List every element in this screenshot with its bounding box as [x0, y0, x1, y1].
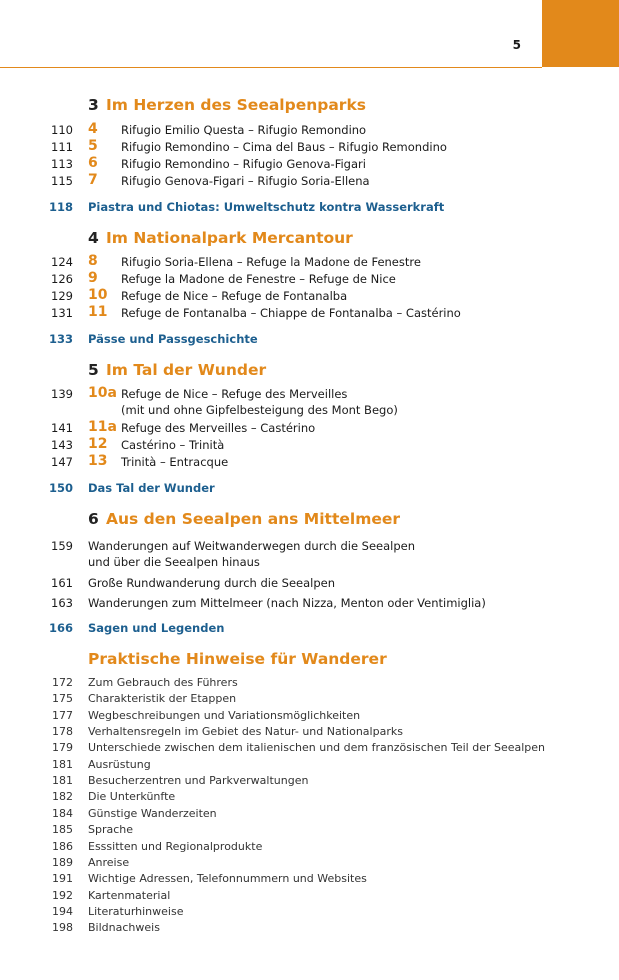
entry-text: Wanderungen auf Weitwanderwegen durch die Seealpen	[88, 539, 416, 553]
entry-text: Bildnachweis	[88, 921, 160, 935]
page-ref: 175	[52, 692, 73, 706]
page-ref: 126	[51, 272, 73, 286]
page-ref: 184	[52, 806, 73, 820]
feature-entry[interactable]	[0, 200, 619, 217]
page-ref: 113	[51, 157, 73, 171]
entry-text: Wegbeschreibungen und Variationsmöglichkeiten	[88, 708, 361, 722]
page-ref: 181	[52, 774, 73, 788]
section-number: 4	[88, 229, 99, 247]
entry-text: Günstige Wanderzeiten	[88, 806, 217, 820]
entry-text: Sprache	[88, 823, 134, 837]
entry-text: Zum Gebrauch des Führers	[88, 676, 238, 689]
entry-text: Esssitten und Regionalprodukte	[88, 839, 263, 853]
entry-text: Ausrüstung	[88, 757, 151, 771]
entry-text: Rifugio Emilio Questa – Rifugio Remondino	[121, 123, 367, 137]
page-ref: 179	[52, 741, 73, 755]
page-ref: 143	[51, 438, 73, 452]
practical-entry[interactable]	[0, 790, 619, 806]
page-ref: 131	[51, 306, 73, 320]
page-ref: 186	[52, 839, 73, 853]
section-title: Im Tal der Wunder	[106, 361, 267, 379]
page-ref: 166	[48, 621, 73, 635]
section-title: Im Nationalpark Mercantour	[106, 229, 353, 247]
tour-number: 10a	[88, 385, 117, 401]
toc-entry[interactable]	[0, 539, 619, 572]
page-ref: 194	[52, 904, 73, 918]
page-ref: 189	[52, 855, 73, 869]
entry-text: Besucherzentren und Parkverwaltungen	[88, 774, 309, 788]
page-ref: 163	[51, 596, 73, 610]
toc-entry[interactable]	[0, 455, 619, 472]
entry-text: Refuge de Nice – Refuge des Merveilles	[121, 387, 348, 401]
practical-entry[interactable]	[0, 807, 619, 823]
entry-text-continued: und über die Seealpen hinaus	[88, 555, 260, 569]
page-ref: 124	[51, 255, 73, 269]
tour-number: 11a	[88, 419, 117, 435]
section-heading	[88, 96, 366, 114]
practical-entry[interactable]	[0, 889, 619, 905]
practical-entry[interactable]	[0, 709, 619, 725]
tour-number: 7	[88, 172, 98, 188]
entry-text: Wichtige Adressen, Telefonnummern und Websites	[88, 872, 367, 886]
practical-entry[interactable]	[0, 774, 619, 790]
entry-text: Refuge la Madone de Fenestre – Refuge de Nice	[121, 272, 396, 286]
page-number: 5	[512, 38, 521, 52]
practical-heading: Praktische Hinweise für Wanderer	[88, 650, 387, 668]
tour-number: 9	[88, 270, 98, 286]
entry-text: Rifugio Remondino – Rifugio Genova-Figari	[121, 157, 366, 171]
practical-entry[interactable]	[0, 741, 619, 757]
entry-text: Refuge des Merveilles – Castérino	[121, 421, 316, 435]
practical-entry[interactable]	[0, 758, 619, 774]
tour-number: 12	[88, 436, 108, 452]
entry-text: Trinità – Entracque	[121, 455, 229, 469]
entry-text: Castérino – Trinità	[121, 438, 225, 452]
entry-text: Die Unterkünfte	[88, 790, 176, 804]
tour-number: 6	[88, 155, 98, 171]
page-ref: 141	[51, 421, 73, 435]
page-ref: 191	[52, 872, 73, 886]
header-rule	[0, 67, 542, 68]
page-ref: 139	[51, 387, 73, 401]
feature-entry[interactable]	[0, 621, 619, 638]
tour-number: 5	[88, 138, 98, 154]
page-ref: 182	[52, 790, 73, 804]
tour-number: 11	[88, 304, 108, 320]
entry-text: Rifugio Genova-Figari – Rifugio Soria-Ellena	[121, 174, 370, 188]
entry-text: Unterschiede zwischen dem italienischen und dem französischen Teil der Seealpen	[88, 741, 546, 755]
feature-entry[interactable]	[0, 332, 619, 349]
section-title: Aus den Seealpen ans Mittelmeer	[106, 510, 401, 528]
page-ref: 159	[51, 539, 73, 553]
toc-entry[interactable]	[0, 596, 619, 613]
entry-text: Rifugio Remondino – Cima del Baus – Rifugio Remondino	[121, 140, 447, 154]
section-number: 3	[88, 96, 99, 114]
page-ref: 198	[52, 921, 73, 935]
tour-number: 8	[88, 253, 98, 269]
feature-entry[interactable]	[0, 481, 619, 498]
page-ref: 133	[48, 332, 73, 346]
page-ref: 111	[51, 140, 73, 154]
page-ref: 185	[52, 823, 73, 837]
entry-text: Refuge de Fontanalba – Chiappe de Fontanalba – Castérino	[121, 306, 461, 320]
tour-number: 10	[88, 287, 108, 303]
section-heading	[88, 361, 266, 379]
practical-entry[interactable]	[0, 676, 619, 692]
entry-text: Pässe und Passgeschichte	[88, 332, 258, 346]
entry-text: Das Tal der Wunder	[88, 481, 215, 495]
section-title: Im Herzen des Seealpenparks	[106, 96, 366, 114]
toc-entry[interactable]	[0, 306, 619, 323]
entry-text: Verhaltensregeln im Gebiet des Natur- und Nationalparks	[88, 725, 403, 739]
entry-text: Piastra und Chiotas: Umweltschutz kontra Wasserkraft	[88, 200, 445, 214]
toc-entry[interactable]	[0, 174, 619, 191]
entry-text: Wanderungen zum Mittelmeer (nach Nizza, Menton oder Ventimiglia)	[88, 596, 486, 610]
entry-text: Literaturhinweise	[88, 904, 184, 918]
toc-entry[interactable]	[0, 576, 619, 593]
practical-entry[interactable]	[0, 823, 619, 839]
practical-entry[interactable]	[0, 725, 619, 741]
section-heading	[88, 229, 353, 247]
practical-entry[interactable]	[0, 840, 619, 856]
page-ref: 150	[48, 481, 73, 495]
practical-entry[interactable]	[0, 905, 619, 921]
entry-text: Sagen und Legenden	[88, 621, 225, 635]
page-ref: 118	[48, 200, 73, 214]
entry-text-continued: (mit und ohne Gipfelbesteigung des Mont Bego)	[121, 403, 398, 417]
page-ref: 177	[52, 708, 73, 722]
entry-text: Anreise	[88, 855, 130, 869]
practical-entry[interactable]	[0, 921, 619, 937]
page-ref: 110	[51, 123, 73, 137]
page-ref: 172	[52, 676, 73, 689]
section-number: 6	[88, 510, 99, 528]
entry-text: Kartenmaterial	[88, 888, 171, 902]
orange-corner-tab	[542, 0, 619, 67]
page-ref: 161	[51, 576, 73, 590]
entry-text: Charakteristik der Etappen	[88, 692, 237, 706]
practical-entry[interactable]	[0, 856, 619, 872]
page-ref: 181	[52, 757, 73, 771]
entry-text: Große Rundwanderung durch die Seealpen	[88, 576, 336, 590]
section-number: 5	[88, 361, 99, 379]
tour-number: 4	[88, 121, 98, 137]
entry-text: Rifugio Soria-Ellena – Refuge la Madone de Fenestre	[121, 255, 421, 269]
entry-text: Refuge de Nice – Refuge de Fontanalba	[121, 289, 348, 303]
page-ref: 178	[52, 725, 73, 739]
page-ref: 115	[51, 174, 73, 188]
tour-number: 13	[88, 453, 108, 469]
page-ref: 192	[52, 888, 73, 902]
practical-entry[interactable]	[0, 692, 619, 708]
page-ref: 147	[51, 455, 73, 469]
toc-entry[interactable]	[0, 387, 619, 420]
section-heading	[88, 510, 400, 528]
page-ref: 129	[51, 289, 73, 303]
practical-entry[interactable]	[0, 872, 619, 888]
